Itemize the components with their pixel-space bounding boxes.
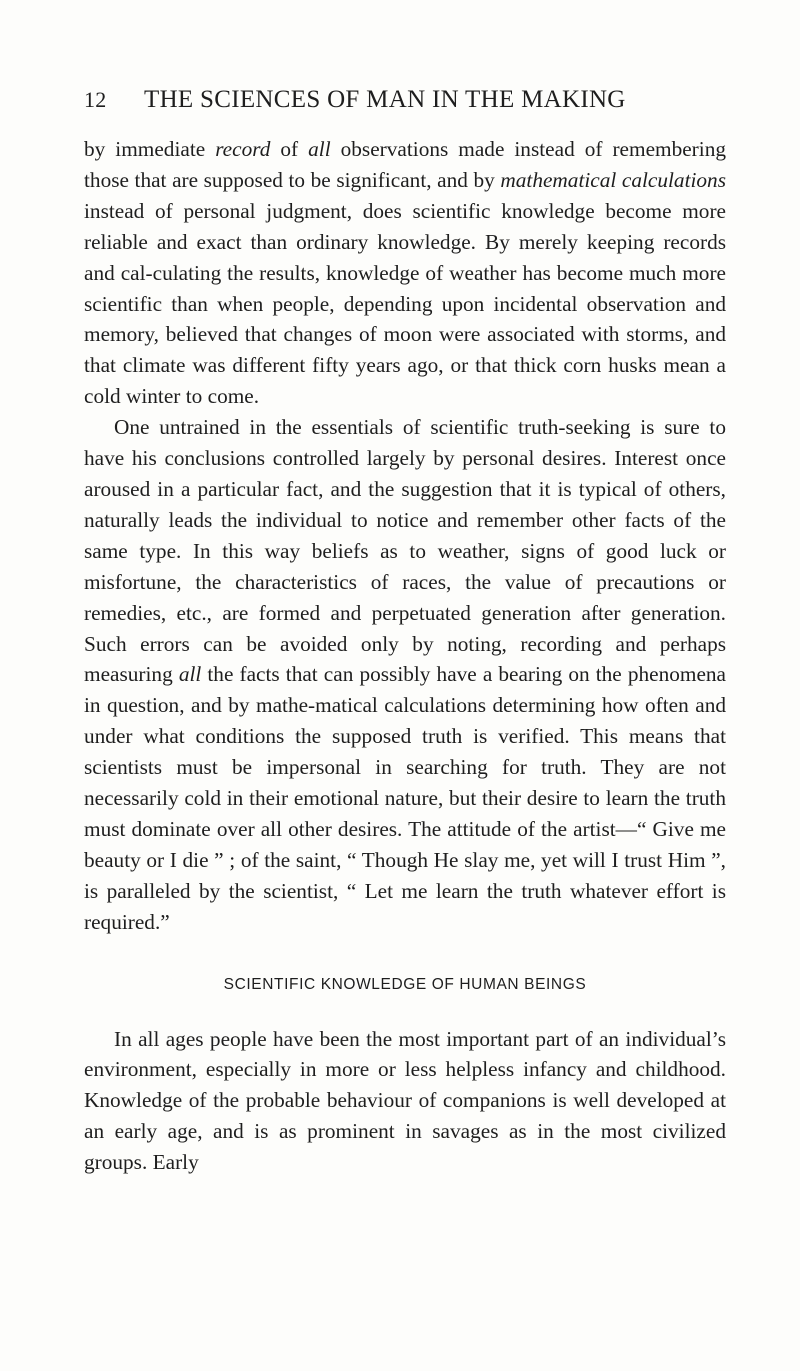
text-segment: In all ages people have been the most important part of an individual’s environment, especially in more or less helpless infancy and childhood. Knowledge of the probable behaviour of companions is well developed at an early age, and is as prominent in savages as in the most civilized groups. Early — [84, 1026, 726, 1175]
text-segment-italic: all — [308, 137, 331, 161]
paragraph-1 — [84, 134, 726, 412]
text-segment-italic: all — [178, 662, 202, 687]
text-segment-italic: mathematical calculations — [500, 167, 726, 192]
text-segment: observations made instead of remembering those that are supposed to be significant, and by — [84, 137, 726, 192]
text-segment: of — [270, 137, 309, 161]
section-heading: SCIENTIFIC KNOWLEDGE OF HUMAN BEINGS — [223, 975, 587, 993]
running-title: THE SCIENCES OF MAN IN THE MAKING — [144, 86, 626, 113]
paragraph-3 — [84, 1024, 726, 1179]
text-segment: by immediate — [84, 137, 216, 161]
book-page — [84, 86, 726, 1178]
text-segment: instead of personal judgment, does scientific knowledge become more reliable and exact than ordinary knowledge. By merely keeping records and cal-culating the results, knowledge of weather has become much more scientific than when people, depending upon incidental observation and memory, believed that changes of moon were associated with storms, and that climate was different fifty years ago, or that thick corn husks mean a cold winter to come. — [84, 198, 726, 409]
text-segment: One untrained in the essentials of scientific truth-seeking is sure to have his conclusions controlled largely by personal desires. Interest once aroused in a particular fact, and the suggestion that it is typical of others, naturally leads the individual to notice and remember other facts of the same type. In this way beliefs as to weather, signs of good luck or misfortune, the characteristics of races, the value of precautions or remedies, etc., are formed and perpetuated generation after generation. Such errors can be avoided only by noting, recording and perhaps measuring — [84, 415, 726, 687]
text-segment: the facts that can possibly have a bearing on the phenomena in question, and by mathe-matical calculations determining how often and under what conditions the supposed truth is verified. This means that scientists must be impersonal in searching for truth. They are not necessarily cold in their emotional nature, but their desire to learn the truth must dominate over all other desires. The attitude of the artist—“ Give me beauty or I die ” ; of the saint, “ Though He slay me, yet will I trust Him ”, is paralleled by the scientist, “ Let me learn the truth whatever effort is required.” — [84, 662, 726, 934]
running-head — [84, 86, 726, 114]
paragraph-2 — [84, 412, 726, 937]
text-segment-italic: record — [215, 137, 271, 161]
page-number: 12 — [84, 87, 107, 112]
